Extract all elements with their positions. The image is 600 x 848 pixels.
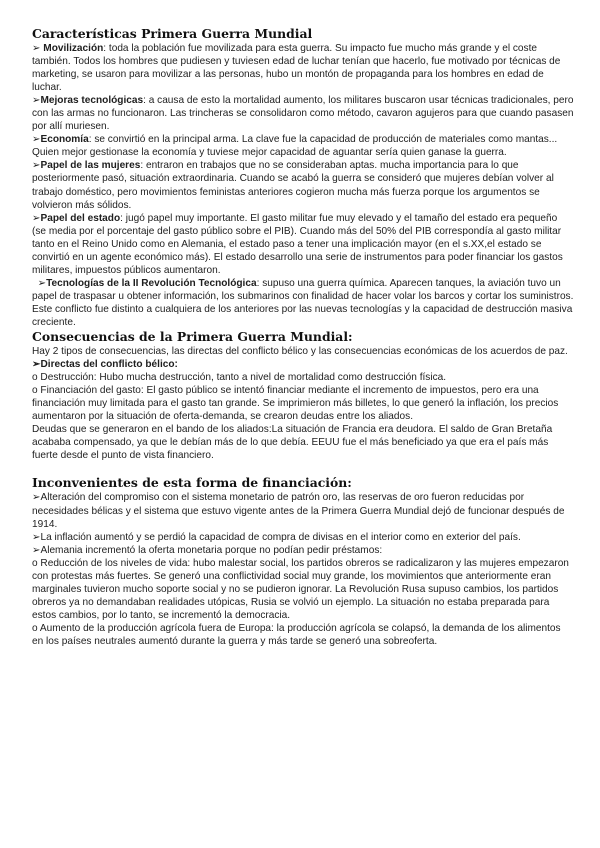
text-alteracion: Alteración del compromiso con el sistema monetario de patrón oro, las reservas de oro fueron reducidas por necesidades bélicas y el sistema que estuvo vigente antes de la Primera Guerra Mundial dejó de funcionar después de 1914. [32, 492, 565, 530]
paragraph-destruccion: o Destrucción: Hubo mucha destrucción, tanto a nivel de mortalidad como destrucción física. [32, 372, 447, 384]
paragraph-reduccion: o Reducción de los niveles de vida: hubo malestar social, los partidos obreros se radicalizaron y las mujeres empezaron con protestas más fuertes. Se generó una conflictividad social muy grande, los movimientos que anteriormente eran marginales tuvieron mucho soporte social y no se pudieron ignorar. La Revolución Rusa supuso cambios, los partidos obreros ya no demandaban realidades utópicas, Rusia se volvió un ejemplo. La situación no estaba preparada para estos cambios, por lo tanto, se incrementó la democracia. [32, 557, 569, 621]
section-title-consecuencias: Consecuencias de la Primera Guerra Mundial: [32, 329, 353, 345]
paragraph-financiacion: o Financiación del gasto: El gasto público se intentó financiar mediante el incremento de impuestos, pero era una financiación muy limitada para el gasto tan grande. Se imprimieron más billetes, lo que generó la inflación, los precios aumentaron por la situación de oferta-demanda, se crearon deudas entre los aliados. [32, 385, 559, 423]
paragraph-mujeres [32, 159, 574, 211]
arrow-bullet-icon: ➢ [37, 277, 47, 289]
text-mujeres: : entraron en trabajos que no se consideraban aptas. mucha importancia para lo que posteriormente pasó, situación extraordinaria. Cuando se acabó la guerra se consideró que mujeres debían volver al trabajo doméstico, pero movimientos feministas anteriores cogieron mucha más fuerza porque los argumentos se volvieron más sólidos. [32, 160, 554, 211]
arrow-bullet-icon: ➢ [32, 492, 41, 504]
arrow-bullet-icon: ➢ [32, 43, 41, 54]
text-tecnologias: : supuso una guerra química. Aparecen tanques, la aviación tuvo un papel de traspasar u obtener información, los submarinos con finalidad de hacer volar los barcos y cortar los suministros. [32, 277, 574, 302]
term-tecnologias: Tecnologías de la II Revolución Tecnológica [46, 277, 257, 289]
paragraph-alteracion [32, 491, 574, 530]
term-mujeres: Papel de las mujeres [40, 160, 141, 172]
section-title-inconvenientes: Inconvenientes de esta forma de financiación: [32, 475, 352, 491]
paragraph-mejoras [32, 94, 574, 133]
term-movilizacion: Movilización [43, 43, 104, 54]
arrow-bullet-icon: ➢ [32, 134, 41, 146]
paragraph-tecnologias [32, 277, 574, 303]
paragraph-movilizacion [32, 42, 574, 94]
text-mejoras: : a causa de esto la mortalidad aumento, los militares buscaron usar técnicas tradicionales, pero con las armas no funcionaron. Las trincheras se consolidaron como método, cavaron agujeros para que cuando pasasen por allí muriesen. [32, 95, 574, 133]
paragraph-conflicto: Este conflicto fue distinto a cualquiera de los anteriores por las nuevas tecnologías y la capacidad de destrucción masiva creciente. [32, 303, 573, 328]
arrow-bullet-icon: ➢ [32, 544, 41, 556]
paragraph-inflacion [32, 531, 574, 544]
term-directas: Directas del conflicto bélico: [40, 359, 178, 371]
paragraph-estado [32, 212, 574, 277]
arrow-bullet-icon: ➢ [32, 95, 41, 107]
blank-line [32, 462, 574, 475]
text-alemania: Alemania incrementó la oferta monetaria porque no podían pedir préstamos: [40, 544, 383, 556]
arrow-bullet-icon: ➢ [32, 531, 41, 543]
paragraph-tipos: Hay 2 tipos de consecuencias, las directas del conflicto bélico y las consecuencias económicas de los acuerdos de paz. [32, 346, 568, 358]
text-estado: : jugó papel muy importante. El gasto militar fue muy elevado y el tamaño del estado era pequeño (se media por el porcentaje del gasto público sobre el PIB). Cuando más del 50% del PIB correspondía al gasto militar tanto en el Reino Unido como en Alemania, el estado paso a tener una implicación mayor (en el s.XX,el estado se convirtió en un agente económico más). El estado desarrollo una serie de instrumentos para poder financiar los gastos militares, impuestos públicos aumentaron. [32, 212, 563, 276]
term-economia: Economía [40, 134, 89, 146]
paragraph-aumento: o Aumento de la producción agrícola fuera de Europa: la producción agrícola se colapsó, la demanda de los alimentos en los países neutrales aumentó durante la guerra y más tarde se generó una sobreoferta. [32, 622, 561, 647]
text-economia: : se convirtió en la principal arma. La clave fue la capacidad de producción de materiales como mantas... Quien mejor gestionase la economía y tuviese mejor capacidad de aguantar sería quien ganase la guerra. [32, 134, 558, 159]
paragraph-economia [32, 133, 574, 159]
arrow-bullet-icon: ➢ [32, 359, 41, 371]
paragraph-alemania [32, 544, 574, 557]
text-inflacion: La inflación aumentó y se perdió la capacidad de compra de divisas en el interior como en exterior del país. [40, 531, 521, 543]
arrow-bullet-icon: ➢ [32, 160, 41, 172]
term-estado: Papel del estado [40, 212, 121, 224]
paragraph-directas [32, 358, 574, 371]
section-title-caracteristicas: Características Primera Guerra Mundial [32, 26, 313, 41]
paragraph-deudas: Deudas que se generaron en el bando de los aliados:La situación de Francia era deudora. El saldo de Gran Bretaña acababa compensado, ya que le debían más de lo que debía. EEUU fue el más beneficiado ya que era el país más fuerte desde el punto de vista financiero. [32, 424, 553, 462]
arrow-bullet-icon: ➢ [32, 212, 41, 224]
text-movilizacion: : toda la población fue movilizada para esta guerra. Su impacto fue mucho más grande y el coste también. Todos los hombres que pudiesen y tuviesen edad de luchar tenían que hacerlo, fue motivado por técnicas de marketing, se usaron para movilizar a las personas, hubo un montón de propaganda para los hombres en edad de luchar. [32, 43, 561, 94]
term-mejoras: Mejoras tecnológicas [40, 95, 144, 107]
